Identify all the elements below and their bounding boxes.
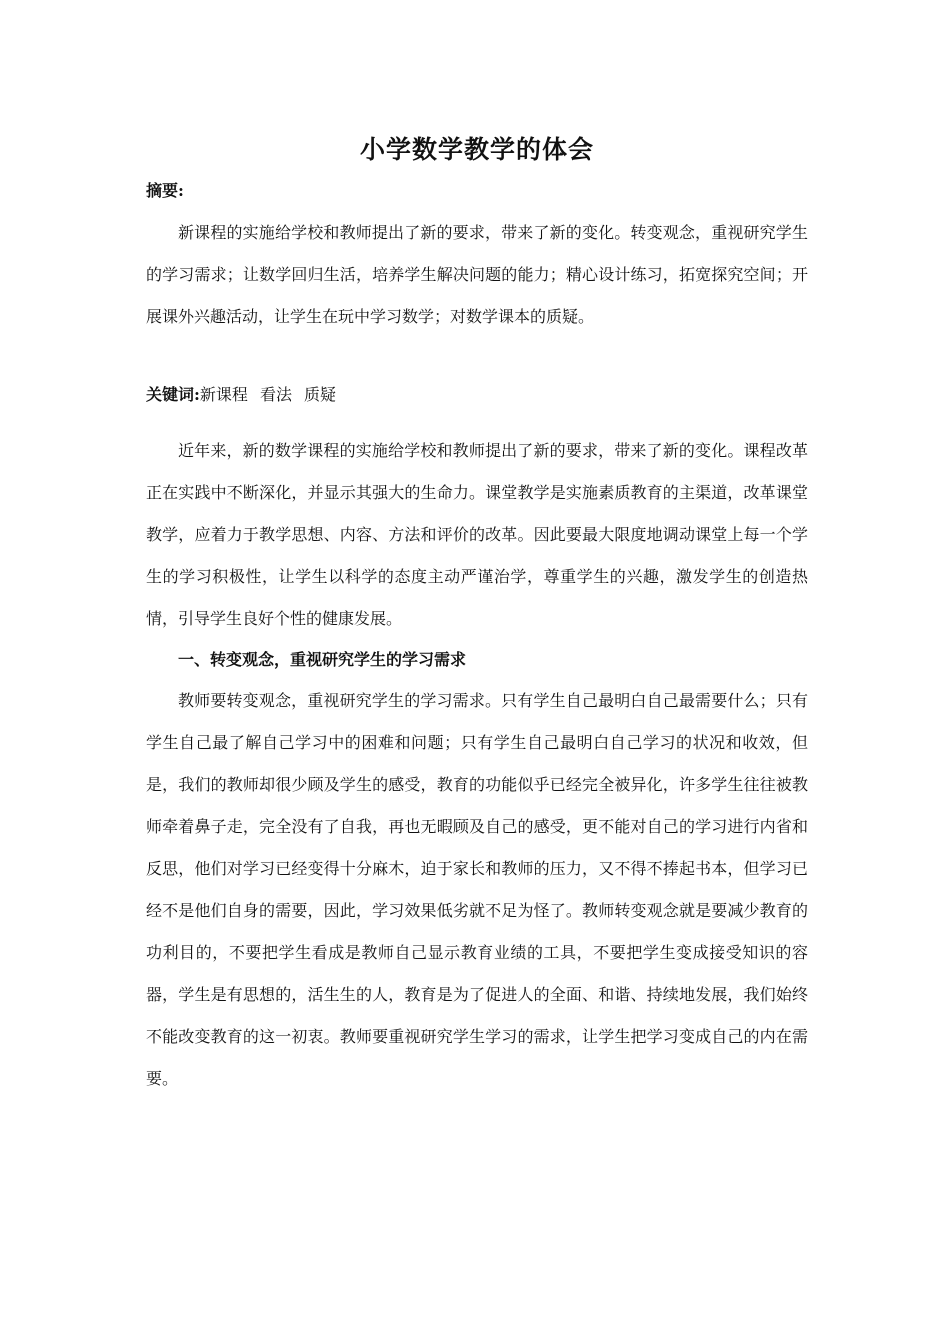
spacer xyxy=(146,412,808,430)
document-title: 小学数学教学的体会 xyxy=(359,135,594,164)
abstract-label: 摘要: xyxy=(146,181,184,200)
spacer xyxy=(146,338,808,378)
abstract-text: 新课程的实施给学校和教师提出了新的要求，带来了新的变化。转变观念，重视研究学生的学习需求；让数学回归生活，培养学生解决问题的能力；精心设计练习，拓宽探究空间；开展课外兴趣活动，让学生在玩中学习数学；对数学课本的质疑。 xyxy=(146,223,808,326)
keywords-label: 关键词: xyxy=(146,385,200,404)
intro-paragraph: 近年来，新的数学课程的实施给学校和教师提出了新的要求，带来了新的变化。课程改革正在实践中不断深化，并显示其强大的生命力。课堂教学是实施素质教育的主渠道，改革课堂教学，应着力于教学思想、内容、方法和评价的改革。因此要最大限度地调动课堂上每一个学生的学习积极性，让学生以科学的态度主动严谨治学，尊重学生的兴趣，激发学生的创造热情，引导学生良好个性的健康发展。 xyxy=(146,441,808,628)
keywords-line xyxy=(146,378,808,412)
keyword-item: 看法 xyxy=(259,385,292,404)
keyword-item: 质疑 xyxy=(303,385,336,404)
document-page xyxy=(146,128,808,1100)
section-paragraph: 教师要转变观念，重视研究学生的学习需求。只有学生自己最明白自己最需要什么；只有学生自己最了解自己学习中的困难和问题；只有学生自己最明白自己学习的状况和收效，但是，我们的教师却很少顾及学生的感受，教育的功能似乎已经完全被异化，许多学生往往被教师牵着鼻子走，完全没有了自我，再也无暇顾及自己的感受，更不能对自己的学习进行内省和反思，他们对学习已经变得十分麻木，迫于家长和教师的压力，又不得不捧起书本，但学习已经不是他们自身的需要，因此，学习效果低劣就不足为怪了。教师转变观念就是要减少教育的功利目的，不要把学生看成是教师自己显示教育业绩的工具，不要把学生变成接受知识的容器，学生是有思想的，活生生的人，教育是为了促进人的全面、和谐、持续地发展，我们始终不能改变教育的这一初衷。教师要重视研究学生学习的需求，让学生把学习变成自己的内在需要。 xyxy=(146,691,808,1088)
keyword-item: 新课程 xyxy=(199,385,248,404)
section-heading: 一、转变观念，重视研究学生的学习需求 xyxy=(178,650,467,669)
